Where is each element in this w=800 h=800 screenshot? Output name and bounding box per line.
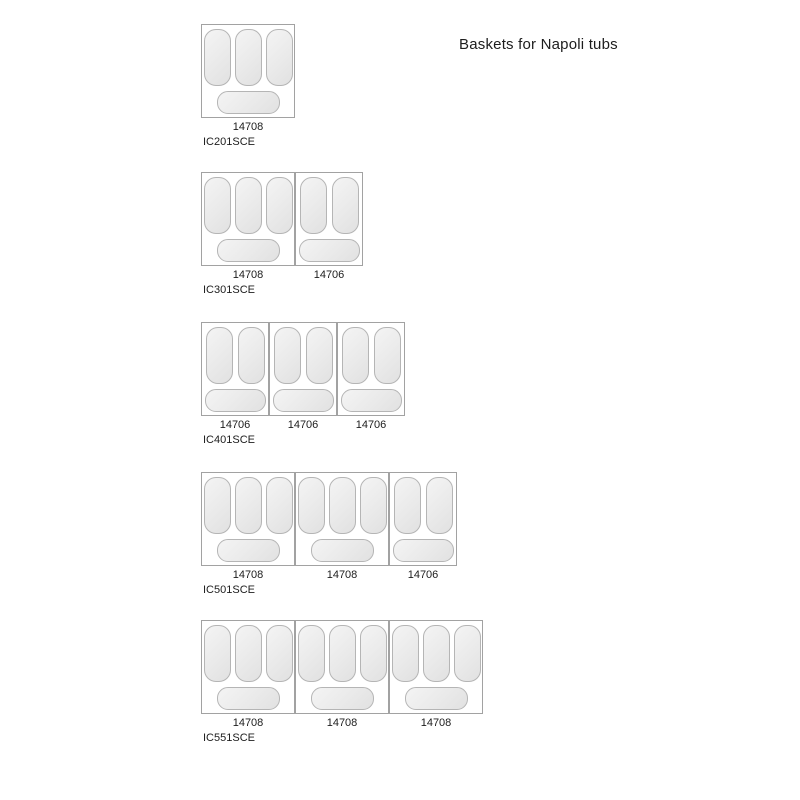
model-code-label: IC401SCE bbox=[203, 434, 255, 446]
part-number-label: 14708 bbox=[326, 569, 358, 581]
vertical-slot-group bbox=[206, 327, 265, 384]
vertical-slot bbox=[342, 327, 369, 384]
horizontal-slot bbox=[299, 239, 360, 262]
basket-group bbox=[201, 620, 483, 730]
basket-item bbox=[201, 24, 295, 134]
vertical-slot bbox=[235, 477, 262, 534]
part-number-label: 14706 bbox=[313, 269, 345, 281]
basket-tray-diagram bbox=[337, 322, 405, 416]
horizontal-slot bbox=[217, 239, 280, 262]
product-row-IC301SCE bbox=[201, 172, 363, 297]
product-row-IC401SCE bbox=[201, 322, 405, 447]
vertical-slot bbox=[360, 477, 387, 534]
vertical-slot bbox=[266, 177, 293, 234]
vertical-slot bbox=[306, 327, 333, 384]
vertical-slot-group bbox=[392, 625, 481, 682]
horizontal-slot bbox=[217, 91, 280, 114]
vertical-slot-group bbox=[342, 327, 401, 384]
vertical-slot bbox=[266, 625, 293, 682]
vertical-slot bbox=[204, 177, 231, 234]
vertical-slot bbox=[374, 327, 401, 384]
vertical-slot-group bbox=[204, 477, 293, 534]
horizontal-slot bbox=[393, 539, 454, 562]
vertical-slot bbox=[329, 477, 356, 534]
vertical-slot bbox=[235, 29, 262, 86]
basket-item bbox=[389, 620, 483, 730]
part-number-label: 14706 bbox=[407, 569, 439, 581]
basket-tray-diagram bbox=[295, 172, 363, 266]
basket-item bbox=[337, 322, 405, 432]
model-code-label: IC551SCE bbox=[203, 732, 255, 744]
basket-item bbox=[389, 472, 457, 582]
basket-tray-diagram bbox=[295, 472, 389, 566]
vertical-slot bbox=[298, 477, 325, 534]
page-title: Baskets for Napoli tubs bbox=[459, 36, 618, 53]
vertical-slot-group bbox=[204, 625, 293, 682]
part-number-label: 14708 bbox=[232, 121, 264, 133]
product-row-IC501SCE bbox=[201, 472, 457, 597]
vertical-slot bbox=[423, 625, 450, 682]
basket-item bbox=[201, 172, 295, 282]
vertical-slot bbox=[238, 327, 265, 384]
basket-item bbox=[295, 172, 363, 282]
basket-tray-diagram bbox=[201, 472, 295, 566]
model-code-label: IC201SCE bbox=[203, 136, 255, 148]
vertical-slot bbox=[235, 625, 262, 682]
basket-group bbox=[201, 172, 363, 282]
vertical-slot bbox=[204, 625, 231, 682]
basket-item bbox=[201, 322, 269, 432]
vertical-slot-group bbox=[300, 177, 359, 234]
vertical-slot-group bbox=[298, 625, 387, 682]
horizontal-slot bbox=[341, 389, 402, 412]
basket-group bbox=[201, 322, 405, 432]
basket-item bbox=[201, 620, 295, 730]
basket-tray-diagram bbox=[201, 620, 295, 714]
horizontal-slot bbox=[217, 539, 280, 562]
vertical-slot bbox=[274, 327, 301, 384]
vertical-slot bbox=[204, 477, 231, 534]
part-number-label: 14708 bbox=[232, 717, 264, 729]
product-row-IC201SCE bbox=[201, 24, 295, 149]
vertical-slot bbox=[426, 477, 453, 534]
vertical-slot-group bbox=[204, 177, 293, 234]
part-number-label: 14708 bbox=[326, 717, 358, 729]
basket-item bbox=[269, 322, 337, 432]
model-code-label: IC501SCE bbox=[203, 584, 255, 596]
vertical-slot bbox=[332, 177, 359, 234]
vertical-slot bbox=[329, 625, 356, 682]
part-number-label: 14708 bbox=[420, 717, 452, 729]
horizontal-slot bbox=[311, 539, 374, 562]
horizontal-slot bbox=[405, 687, 468, 710]
vertical-slot bbox=[204, 29, 231, 86]
basket-tray-diagram bbox=[269, 322, 337, 416]
vertical-slot-group bbox=[204, 29, 293, 86]
part-number-label: 14708 bbox=[232, 569, 264, 581]
basket-tray-diagram bbox=[389, 472, 457, 566]
basket-tray-diagram bbox=[201, 322, 269, 416]
vertical-slot bbox=[360, 625, 387, 682]
vertical-slot bbox=[454, 625, 481, 682]
basket-group bbox=[201, 24, 295, 134]
basket-group bbox=[201, 472, 457, 582]
basket-item bbox=[295, 472, 389, 582]
horizontal-slot bbox=[205, 389, 266, 412]
horizontal-slot bbox=[273, 389, 334, 412]
vertical-slot bbox=[300, 177, 327, 234]
model-code-label: IC301SCE bbox=[203, 284, 255, 296]
part-number-label: 14706 bbox=[219, 419, 251, 431]
vertical-slot bbox=[392, 625, 419, 682]
horizontal-slot bbox=[311, 687, 374, 710]
vertical-slot bbox=[394, 477, 421, 534]
basket-item bbox=[201, 472, 295, 582]
basket-tray-diagram bbox=[201, 172, 295, 266]
part-number-label: 14706 bbox=[355, 419, 387, 431]
part-number-label: 14708 bbox=[232, 269, 264, 281]
basket-tray-diagram bbox=[201, 24, 295, 118]
vertical-slot bbox=[298, 625, 325, 682]
vertical-slot-group bbox=[274, 327, 333, 384]
part-number-label: 14706 bbox=[287, 419, 319, 431]
vertical-slot bbox=[206, 327, 233, 384]
vertical-slot-group bbox=[298, 477, 387, 534]
basket-tray-diagram bbox=[295, 620, 389, 714]
vertical-slot bbox=[235, 177, 262, 234]
vertical-slot bbox=[266, 477, 293, 534]
horizontal-slot bbox=[217, 687, 280, 710]
basket-item bbox=[295, 620, 389, 730]
vertical-slot-group bbox=[394, 477, 453, 534]
product-row-IC551SCE bbox=[201, 620, 483, 745]
vertical-slot bbox=[266, 29, 293, 86]
basket-tray-diagram bbox=[389, 620, 483, 714]
